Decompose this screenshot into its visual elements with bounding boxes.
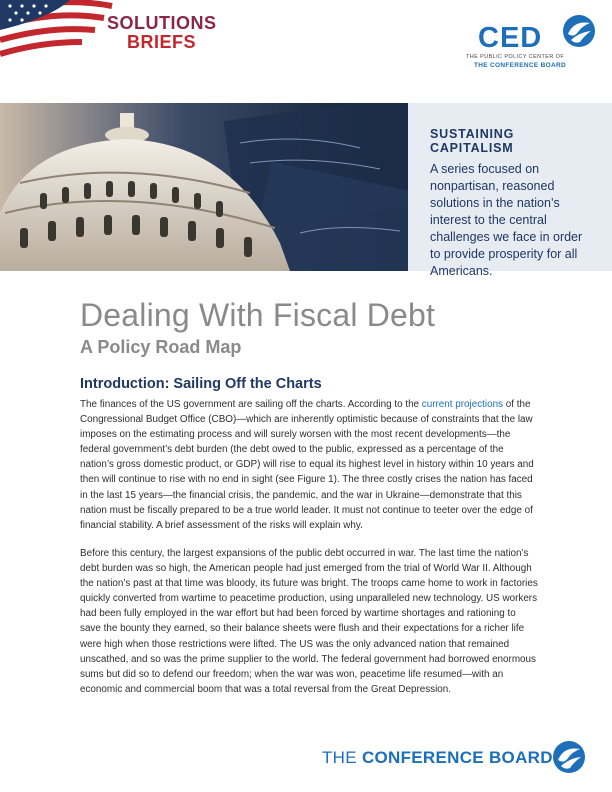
intro-paragraph-2: Before this century, the largest expansions of the public debt occurred in war. The last time the nation’s debt burden was so high, the American people had just emerged from the trial of World War II. Although the nation’s past at that time was bloody, its future was bright. The troops came home to work in factories quickly converted from wartime to peacetime production, using unparalleled new technology. US workers had been fully employed in the war effort but had been forced by wartime shortages and rationing to save the bounty they earned, so their balance sheets were flush and their expectations for a richer life were high when those restrictions were lifted. The US was the only advanced nation that remained unscathed, and so was the prime supplier to the world. The federal government had borrowed enormous sums but did so to defend our freedom; when the war was won, peacetime life resumed—with an economic and commercial boom that was a total reversal from the Great Depression. bbox=[80, 548, 538, 695]
ced-logo[interactable] bbox=[466, 12, 596, 72]
footer-logo-text bbox=[322, 748, 553, 768]
globe-icon bbox=[552, 740, 586, 774]
globe-icon bbox=[562, 14, 596, 48]
series-description: A series focused on nonpartisan, reasoned solutions in the nation’s interest to the central challenges we face in order to provide prosperity for all Americans. bbox=[430, 162, 583, 278]
solutions-briefs-label bbox=[107, 14, 217, 52]
current-projections-link[interactable]: current projections bbox=[421, 399, 504, 410]
capitol-dome-image bbox=[0, 103, 408, 271]
hero-banner bbox=[0, 103, 612, 278]
series-title: SUSTAINING CAPITALISM bbox=[430, 127, 515, 155]
section-heading: Introduction: Sailing Off the Charts bbox=[80, 376, 322, 392]
para1-text-end: of the Congressional Budget Office (CBO)—which are inherently optimistic because of constraints that the law imposes on the estimating process and will surely worsen with the most recent developments—the federal government’s debt burden (the debt owed to the public, expressed as a percentage of the nation’s gross domestic product, or GDP) will rise to equal its highest level in history within 10 years and then will continue to rise with no end in sight (see Figure 1). The three costly crises the nation has faced in the last 15 years—the financial crisis, the pandemic, and the war in Ukraine—demonstrate that this nation must be fiscally prepared to be a true world leader. It must not continue to teeter over the edge of financial stability. A brief assessment of the risks will explain why. bbox=[80, 399, 534, 531]
brief-label-line2: BRIEFS bbox=[127, 32, 197, 52]
ced-logo-subtitle: THE PUBLIC POLICY CENTER OF bbox=[466, 54, 565, 60]
intro-paragraph-1 bbox=[80, 397, 538, 533]
footer-text-bold: CONFERENCE BOARD bbox=[361, 748, 553, 767]
document-title: Dealing With Fiscal Debt bbox=[80, 297, 436, 333]
document-subtitle: A Policy Road Map bbox=[80, 337, 242, 357]
brief-label-line1: SOLUTIONS bbox=[107, 13, 217, 33]
footer-text-light: THE bbox=[322, 748, 357, 767]
conference-board-footer-logo[interactable] bbox=[322, 740, 592, 776]
ced-logo-text: CED bbox=[478, 22, 543, 54]
para1-text-start: The finances of the US government are sailing off the charts. According to the bbox=[80, 399, 422, 410]
series-info-panel bbox=[408, 103, 612, 278]
ced-logo-org: THE CONFERENCE BOARD bbox=[474, 62, 566, 69]
